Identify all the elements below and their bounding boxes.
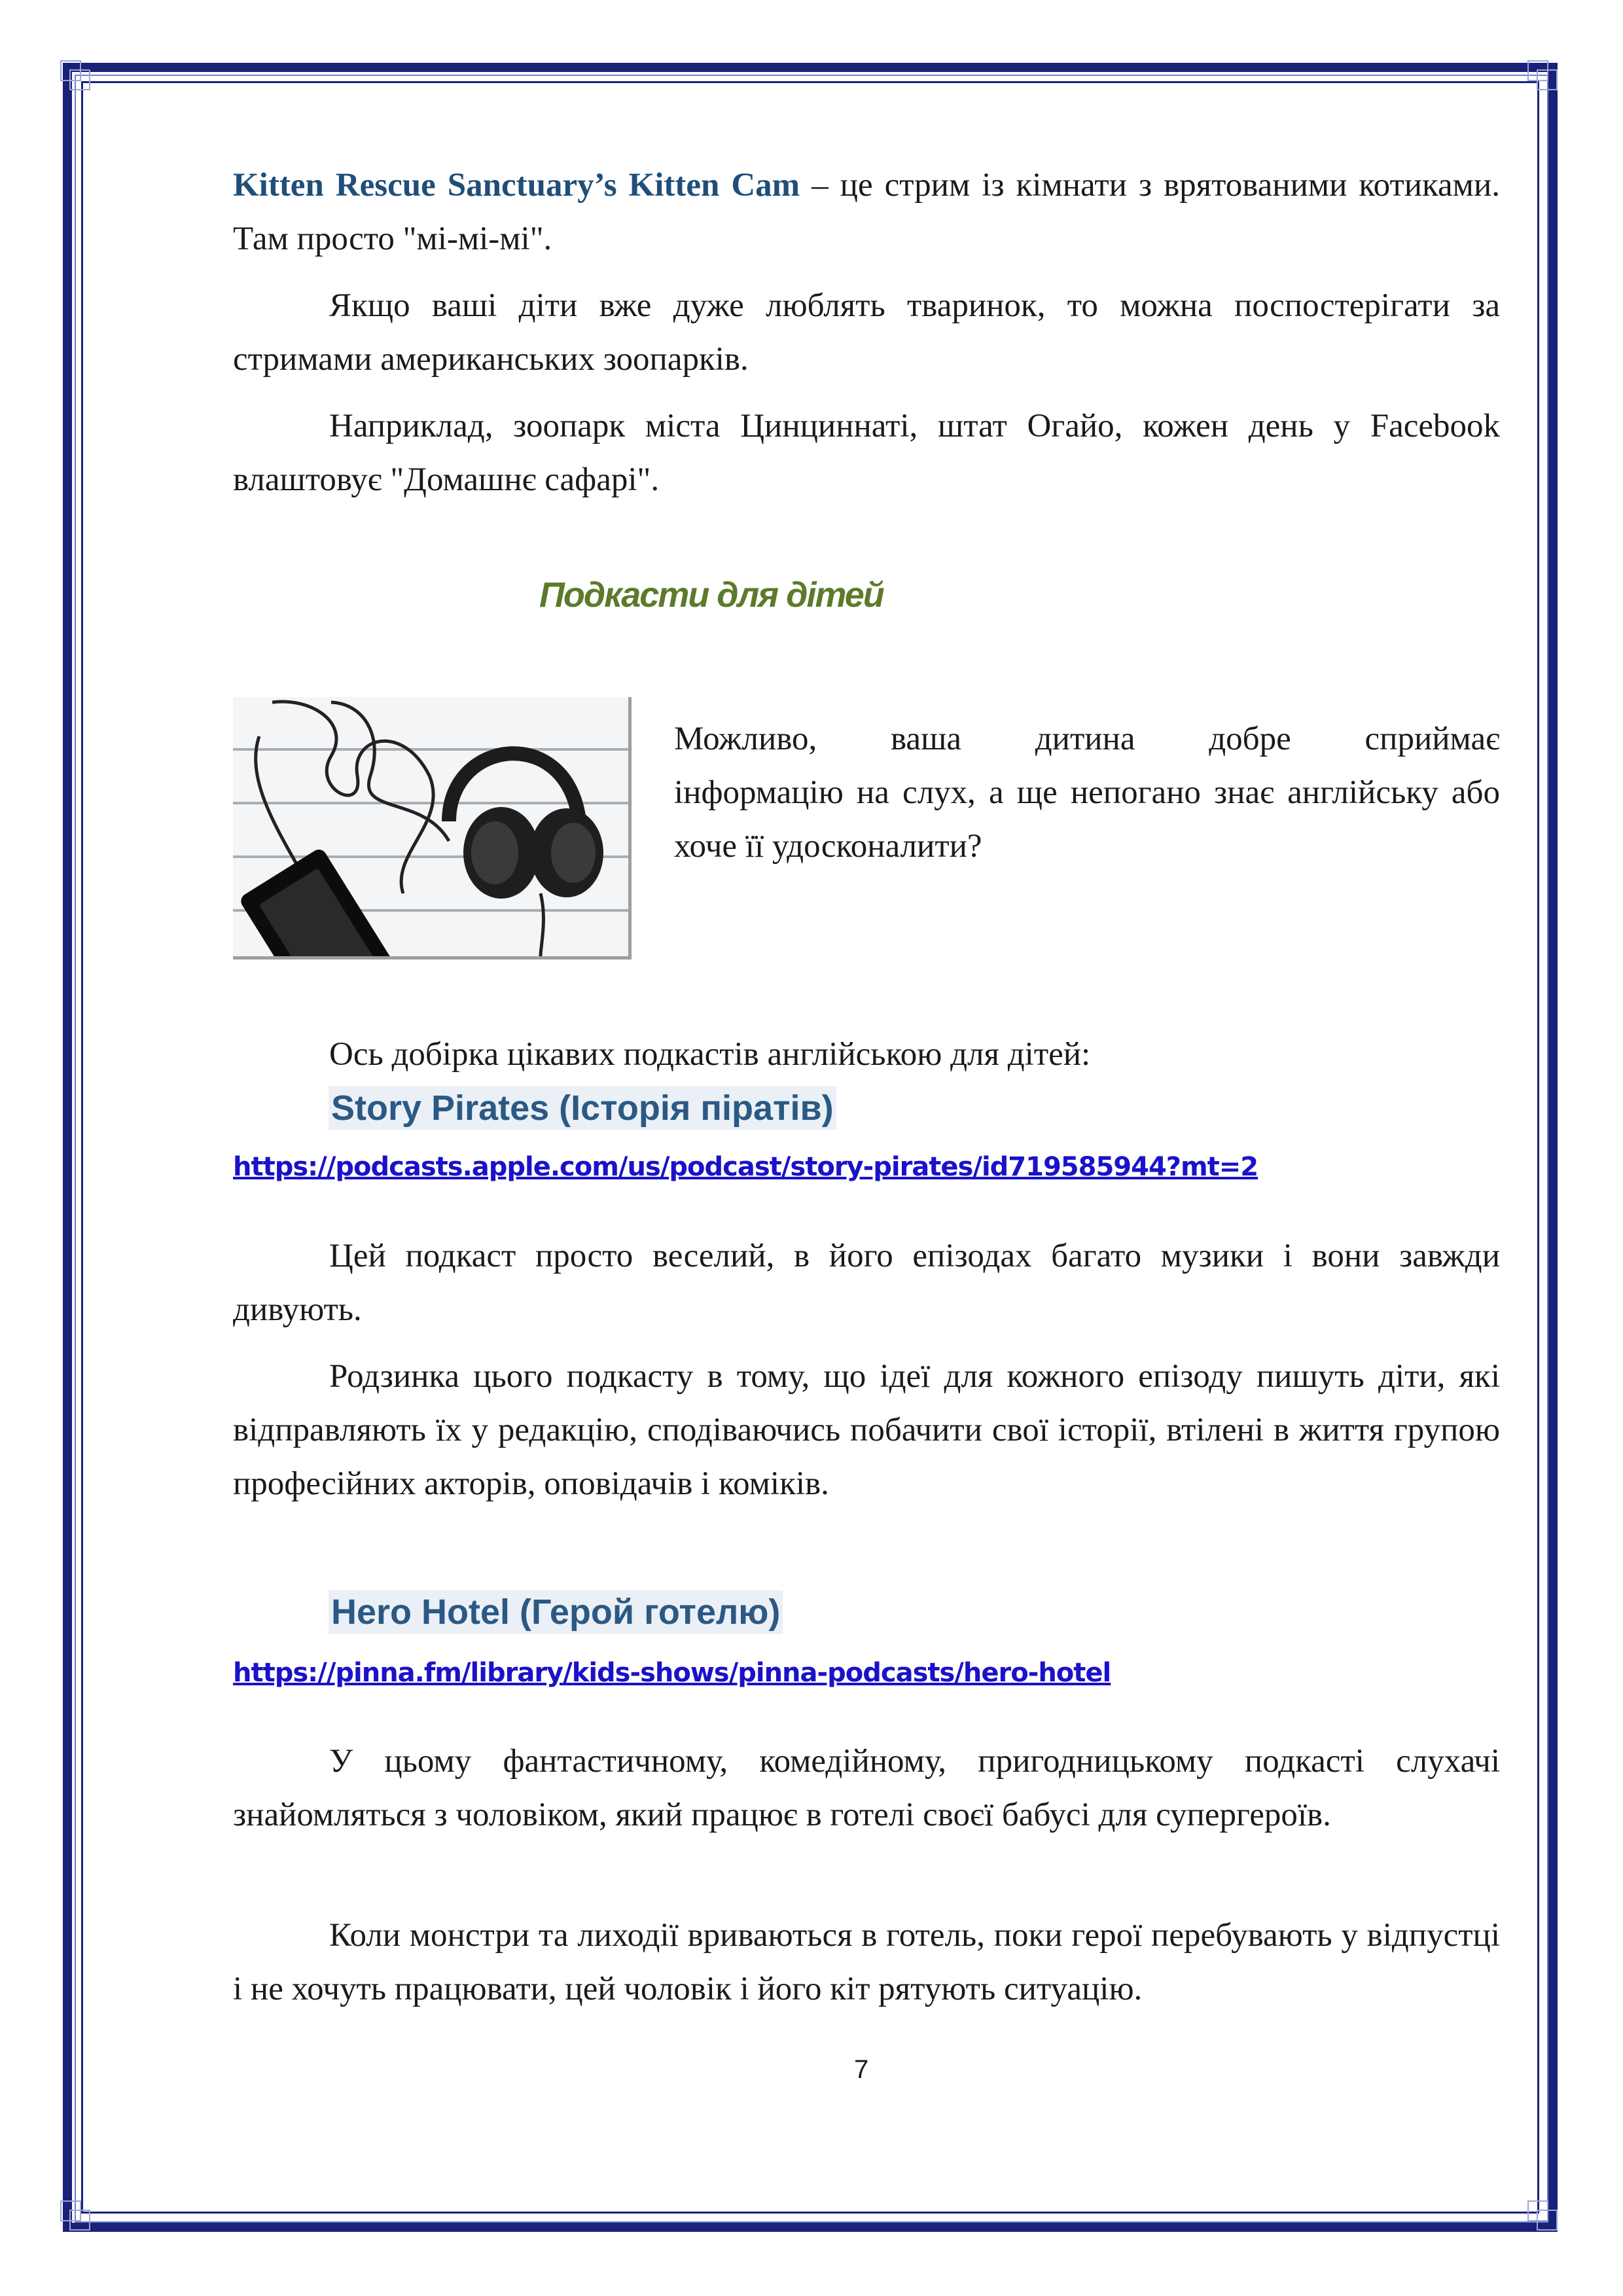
- story-pirates-highlight: Родзинка цього подкасту в тому, що ідеї для кожного епізоду пишуть діти, які відправляють їх у редакцію, сподіваючись побачити свої історії, втілені в життя групою професійних акторів, оповідачів і коміків.: [233, 1358, 1500, 1502]
- section-title: Подкасти для дітей: [539, 575, 883, 615]
- podcast-intro-text: інформацію на слух, а ще непогано знає англійську або хоче її удосконалити?: [674, 774, 1500, 865]
- corner-ornament: [1527, 2200, 1563, 2236]
- hero-hotel-plot: Коли монстри та лиходії вриваються в готель, поки герої перебувають у відпустці і не хочуть працювати, цей чоловік і його кіт рятують ситуацію.: [233, 1917, 1500, 2007]
- hero-hotel-link[interactable]: https://pinna.fm/library/kids-shows/pinna-podcasts/hero-hotel: [233, 1658, 1111, 1688]
- hero-hotel-description: У цьому фантастичному, комедійному, пригодницькому подкасті слухачі знайомляться з чоловіком, який працює в готелі своєї бабусі для супергероїв.: [233, 1743, 1500, 1833]
- podcast-list-intro: Ось добірка цікавих подкастів англійською для дітей:: [329, 1036, 1091, 1073]
- corner-ornament: [1527, 60, 1563, 96]
- story-pirates-description: Цей подкаст просто веселий, в його епізодах багато музики і вони завжди дивують.: [233, 1238, 1500, 1328]
- paragraph-cincinnati: Наприклад, зоопарк міста Цинциннаті, штат Огайо, кожен день у Facebook влаштовує "Домашнє сафарі".: [233, 408, 1500, 498]
- podcast-intro-block: [674, 712, 1500, 873]
- paragraph-zoos: Якщо ваші діти вже дуже люблять тваринок, то можна поспостерігати за стримами американських зоопарків.: [233, 287, 1500, 378]
- kitten-cam-text: – це стрим із кімнати з врятованими котиками. Там просто "мі-мі-мі".: [233, 167, 1500, 257]
- paragraph-kitten-cam: [233, 158, 1500, 266]
- podcast-intro-line-1: Можливо, ваша дитина добре сприймає: [674, 721, 1500, 757]
- podcast-title-hero-hotel: Hero Hotel (Герой готелю): [329, 1590, 783, 1634]
- story-pirates-link[interactable]: https://podcasts.apple.com/us/podcast/story-pirates/id719585944?mt=2: [233, 1152, 1258, 1182]
- corner-ornament: [60, 2200, 96, 2236]
- kitten-cam-title: Kitten Rescue Sanctuary’s Kitten Cam: [233, 167, 800, 204]
- corner-ornament: [60, 60, 96, 96]
- podcast-title-story-pirates: Story Pirates (Історія піратів): [329, 1086, 836, 1130]
- page-number: 7: [854, 2055, 869, 2084]
- headphones-photo: [233, 697, 632, 960]
- headphones-illustration: [233, 697, 628, 956]
